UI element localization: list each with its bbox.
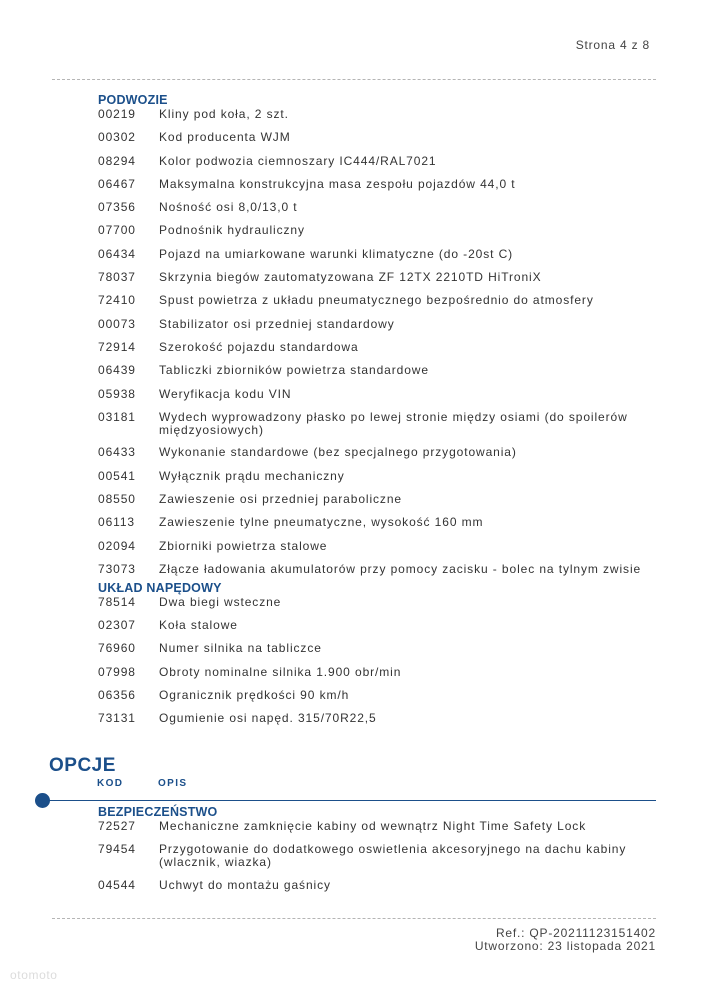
item-code: 76960	[98, 641, 136, 656]
list-item	[98, 294, 658, 317]
list-item	[98, 201, 658, 224]
list-item	[98, 712, 658, 735]
list-item	[98, 516, 658, 539]
item-code: 06434	[98, 246, 136, 261]
item-desc: Obroty nominalne silnika 1.900 obr/min	[159, 664, 402, 679]
list-item	[98, 470, 658, 493]
item-desc: Wykonanie standardowe (bez specjalnego przygotowania)	[159, 445, 517, 460]
item-code: 07998	[98, 664, 136, 679]
list-item	[98, 493, 658, 516]
list-item	[98, 224, 658, 247]
list-item	[98, 108, 658, 131]
list-item	[98, 271, 658, 294]
reference-number: Ref.: QP-20211123151402	[495, 926, 656, 940]
item-desc: Mechaniczne zamknięcie kabiny od wewnątrz Night Time Safety Lock	[159, 819, 587, 833]
item-code: 72410	[98, 293, 136, 308]
item-code: 03181	[98, 409, 136, 424]
bullet-circle-icon	[35, 793, 50, 808]
item-desc: Ogranicznik prędkości 90 km/h	[159, 688, 350, 703]
list-item	[98, 689, 658, 712]
item-desc: Pojazd na umiarkowane warunki klimatyczne (do -20st C)	[159, 246, 514, 261]
section-title: PODWOZIE	[98, 93, 168, 107]
list-item	[98, 131, 658, 154]
page-number: Strona 4 z 8	[575, 38, 650, 52]
item-code: 00541	[98, 468, 136, 483]
list-item	[98, 318, 658, 341]
list-item	[98, 155, 658, 178]
item-code: 02094	[98, 538, 136, 553]
item-code: 06439	[98, 363, 136, 378]
item-code: 00073	[98, 316, 136, 331]
item-desc: Szerokość pojazdu standardowa	[159, 339, 359, 354]
item-code: 07356	[98, 200, 136, 215]
item-code: 06113	[98, 515, 135, 530]
item-code: 02307	[98, 618, 136, 633]
item-desc: Przygotowanie do dodatkowego oswietlenia akcesoryjnego na dachu kabiny (wlacznik, wiazka)	[159, 842, 627, 870]
item-code: 05938	[98, 386, 136, 401]
top-divider	[52, 79, 656, 80]
item-code: 00302	[98, 130, 136, 145]
footer	[475, 927, 656, 953]
item-desc: Koła stalowe	[159, 618, 238, 633]
options-divider	[48, 800, 656, 801]
item-code: 00219	[98, 107, 136, 121]
item-desc: Uchwyt do montażu gaśnicy	[159, 877, 331, 892]
list-item	[98, 666, 658, 689]
list-item	[98, 446, 658, 469]
item-code: 73131	[98, 711, 136, 726]
column-header-code: KOD	[97, 778, 124, 789]
watermark: otomoto	[10, 968, 58, 982]
item-desc: Kolor podwozia ciemnoszary IC444/RAL7021	[159, 153, 437, 168]
item-desc: Kliny pod koła, 2 szt.	[159, 107, 289, 121]
created-date: Utworzono: 23 listopada 2021	[474, 939, 656, 953]
item-desc: Spust powietrza z układu pneumatycznego bezpośrednio do atmosfery	[159, 293, 594, 308]
list-item	[98, 341, 658, 364]
item-desc: Kod producenta WJM	[159, 130, 291, 145]
section-title: UKŁAD NAPĘDOWY	[98, 580, 222, 595]
item-code: 78037	[98, 270, 136, 285]
item-code: 78514	[98, 594, 136, 609]
list-item	[98, 843, 658, 879]
item-desc: Zawieszenie osi przedniej paraboliczne	[159, 491, 402, 506]
item-desc: Stabilizator osi przedniej standardowy	[159, 316, 395, 331]
item-code: 08294	[98, 153, 136, 168]
item-code: 06433	[98, 445, 136, 460]
list-item	[98, 820, 658, 843]
item-desc: Skrzynia biegów zautomatyzowana ZF 12TX 2210TD HiTroniX	[159, 270, 542, 285]
item-desc: Zbiorniki powietrza stalowe	[159, 538, 328, 553]
item-desc: Maksymalna konstrukcyjna masa zespołu pojazdów 44,0 t	[159, 176, 516, 191]
item-desc: Podnośnik hydrauliczny	[159, 223, 305, 238]
item-desc: Tabliczki zbiorników powietrza standardowe	[159, 363, 429, 378]
list-item	[98, 388, 658, 411]
list-item	[98, 178, 658, 201]
list-item	[98, 364, 658, 387]
item-code: 06356	[98, 688, 136, 703]
item-code: 72527	[98, 819, 136, 833]
item-code: 79454	[98, 842, 136, 857]
item-code: 04544	[98, 877, 136, 892]
list-item	[98, 563, 658, 580]
list-item	[98, 642, 658, 665]
item-desc: Numer silnika na tabliczce	[159, 641, 322, 656]
list-item	[98, 619, 658, 642]
item-desc: Wydech wyprowadzony płasko po lewej stronie między osiami (do spoilerów międzyosiowych)	[159, 409, 628, 437]
item-desc: Ogumienie osi napęd. 315/70R22,5	[159, 711, 377, 726]
item-code: 73073	[98, 561, 136, 576]
item-code: 06467	[98, 176, 136, 191]
column-header-desc: OPIS	[158, 778, 188, 789]
item-desc: Zawieszenie tylne pneumatyczne, wysokość 160 mm	[159, 515, 484, 530]
list-item	[98, 540, 658, 563]
item-code: 08550	[98, 491, 136, 506]
list-item	[98, 596, 658, 619]
list-item	[98, 248, 658, 271]
list-item	[98, 879, 658, 902]
item-code: 07700	[98, 223, 136, 238]
standard-equipment	[98, 92, 658, 736]
item-code: 72914	[98, 339, 136, 354]
item-desc: Weryfikacja kodu VIN	[159, 386, 292, 401]
list-item	[98, 411, 658, 447]
options-list	[98, 804, 658, 902]
item-desc: Wyłącznik prądu mechaniczny	[159, 468, 345, 483]
item-desc: Dwa biegi wsteczne	[159, 594, 282, 609]
bottom-divider	[52, 918, 656, 919]
item-desc: Nośność osi 8,0/13,0 t	[159, 200, 298, 215]
item-desc: Złącze ładowania akumulatorów przy pomocy zacisku - bolec na tylnym zwisie	[159, 561, 642, 576]
section-title: BEZPIECZEŃSTWO	[98, 805, 218, 819]
options-title: OPCJE	[49, 755, 116, 776]
